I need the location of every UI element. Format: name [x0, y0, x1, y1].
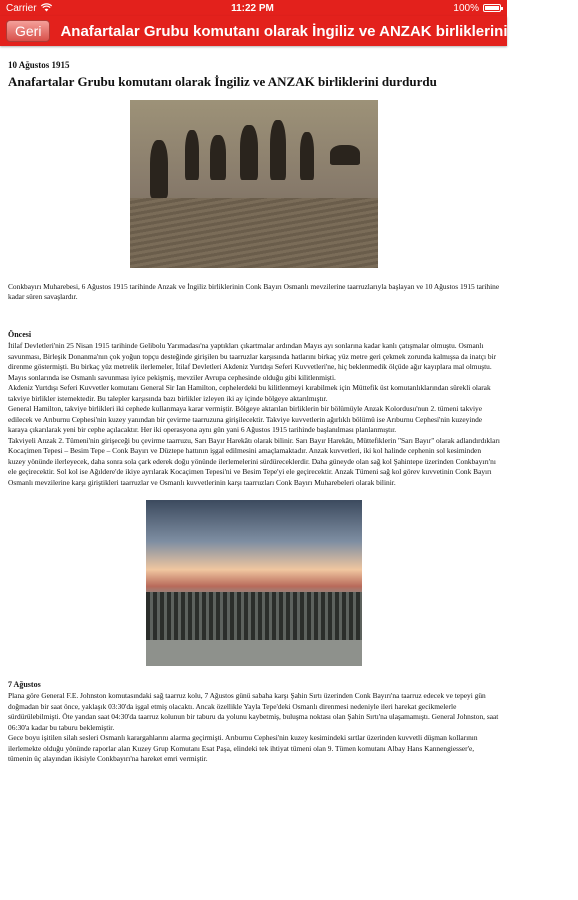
photo-soldier	[150, 140, 168, 198]
status-bar	[0, 0, 507, 16]
wifi-icon	[41, 4, 52, 12]
paragraph: Plana göre General F.E. Johnston komutasındaki sağ taarruz kolu, 7 Ağustos günü sabaha karşı Şahin Sırtı üzerinden Conk Bayırı'na taarruz edecek ve tepeyi gün doğmadan bir saat önce, yaklaşık 03:30'da işgal etmiş olacaktı. Ancak özellikle Yayla Tepe'deki Osmanlı direnmesi nedeniyle ileri harekat gecikmelerle sürdürülebilmişti. Öte yandan saat 04:30'da taarruz kolunun bir taburu da yolunu kaybetmiş, buluşma noktası olan Şahin Sırtı'na ulaşamamıştı. General Johnston, saat 06:30'a kadar bu taburu beklemiştir.	[8, 691, 499, 732]
article-date: 10 Ağustos 1915	[8, 60, 70, 70]
paragraph: İtilaf Devletleri'nin 25 Nisan 1915 tarihinde Gelibolu Yarımadası'na yaptıkları çıkartmalar ardından Mayıs ayı sonlarına kadar kanlı çatışmalar olmuştu. Osmanlı savunması, Birleşik Donanma'nın çok yoğun topçu desteğinde girişilen bu taarruzlar karşısında hatlarını birkaç yüz metre geri çekmek zorunda kalmışsa da inatçı bir direnme göstermişti. Bu birkaç yüz metrelik ilerlemeler, İtilaf Devletleri Akdeniz Yurtdışı Seferi Kuvvetleri'ne, hiç beklenmedik ölçüde ağır kayıplara mal olmuştu. Mayıs sonlarında ise Osmanlı savunması iyice pekişmiş, mevziler Avrupa cephesinde olduğu gibi kilitlenmişti.	[8, 341, 497, 382]
navigation-bar	[0, 16, 578, 46]
carrier-label: Carrier	[6, 2, 37, 14]
photo-soldier	[300, 132, 314, 180]
status-time: 11:22 PM	[231, 2, 274, 14]
article-content	[8, 60, 500, 765]
photo-ground	[130, 198, 378, 268]
nav-title: Anafartalar Grubu komutanı olarak İngiliz ve ANZAK birliklerini durdurdu	[60, 22, 578, 40]
battery-percent: 100%	[453, 2, 479, 14]
back-button[interactable]: Geri	[6, 20, 50, 42]
photo-soldier	[210, 135, 226, 180]
paragraph: Akdeniz Yurtdışı Seferi Kuvvetler komutanı General Sir Ian Hamilton, cephelerdeki bu kilitlenmeyi kırabilmek için Müttefik üst komutanlıklarından sürekli olarak takviye birlikler istemektedir. Bu talepler karşısında bazı birlikler izleyen iki ay içinde bölgeye aktarılmıştır.	[8, 383, 491, 403]
photo-soldiers-row	[146, 592, 362, 642]
battle-photo	[130, 100, 378, 268]
photo-caption: Conkbayırı Muharebesi, 6 Ağustos 1915 tarihinde Anzak ve İngiliz birliklerinin Conk Bayırı Osmanlı mevzilerine taarruzlarıyla başlayan ve 10 Ağustos 1915 tarihine kadar süren savaşlardır.	[8, 282, 500, 301]
paragraph: General Hamilton, takviye birlikleri iki cephede kullanmaya karar vermiştir. Bölgeye aktarılan birliklerin bir bölümüyle Anzak Kolordusu'nun 2. tümeni takviye edilecek ve Arıburnu Cephesi'nin kuzey yanından bir çevirme taarruzuna girişilecektir. Takviye kuvvetlerin ağırlıklı bölümü ise Arıburnu Cephesi'nin kuzeyinde karaya çıkarılarak yeni bir cephe açılacaktır. Her iki operasyona aynı gün yani 6 Ağustos 1915 tarihinde başlanılması planlanmıştır.	[8, 404, 483, 434]
paragraph: Takviyeli Anzak 2. Tümeni'nin girişeceği bu çevirme taarruzu, Sarı Bayır Harekâtı olarak bilinir. Sarı Bayır Harekâtı, Müttefiklerin "Sarı Bayır" olarak adlandırdıkları Kocaçimen Tepesi – Besim Tepe – Conk Bayırı ve Düztepe hattının işgal edilmesini amaçlamaktadır. Anzak kuvvetleri, iki kol halinde cephenin sol kesiminden kuzey yönünde ilerleyecek, daha sonra sola çark ederek doğu yönünde ilerlemelerini sürdüreceklerdir. Daha güneyde olan sağ kol Şahintepe üzerinden Conkbayırı'nı ele geçirecektir. Sol kol ise Ağıldere'de ikiye ayrılarak Kocaçimen Tepesi'ni ve Besim Tepe'yi ele geçirecektir. Anzak Tümeni sağ kol görev kuvvetinin Conk Bayırı Osmanlı mevzilerine karşı giriştikleri taarruzlar ve Osmanlı kuvvetlerinin karşı taarruzları Conk Bayırı Muharebeleri olarak bilinir.	[8, 435, 500, 487]
photo-soldier	[185, 130, 199, 180]
battery-fill	[485, 6, 499, 10]
article-headline: Anafartalar Grubu komutanı olarak İngiliz ve ANZAK birliklerini durdurdu	[8, 74, 437, 89]
section-title-7-agustos: 7 Ağustos	[8, 680, 41, 689]
photo-ground	[146, 640, 362, 666]
sunset-soldiers-photo	[146, 500, 362, 666]
photo-soldier	[330, 145, 360, 165]
photo-soldier	[270, 120, 286, 180]
battery-icon	[483, 4, 501, 12]
photo-soldier	[240, 125, 258, 180]
section-title-oncesi: Öncesi	[8, 330, 32, 339]
paragraph: Gece boyu işitilen silah sesleri Osmanlı karargahlarını alarma geçirmişti. Arıburnu Cephesi'nin kuzey kesimindeki sırtlar üzerinden kuvvetli düşman kollarının ilerlemekte olduğu yönünde raporlar alan Kuzey Grup Komutanı Esat Paşa, elindeki tek ihtiyat tümeni olan 9. Tümen komutanı Albay Hans Kannengiesser'e, tümenin üç alayından ikisiyle Conkbayırı'na hareket emri vermiştir.	[8, 733, 478, 763]
